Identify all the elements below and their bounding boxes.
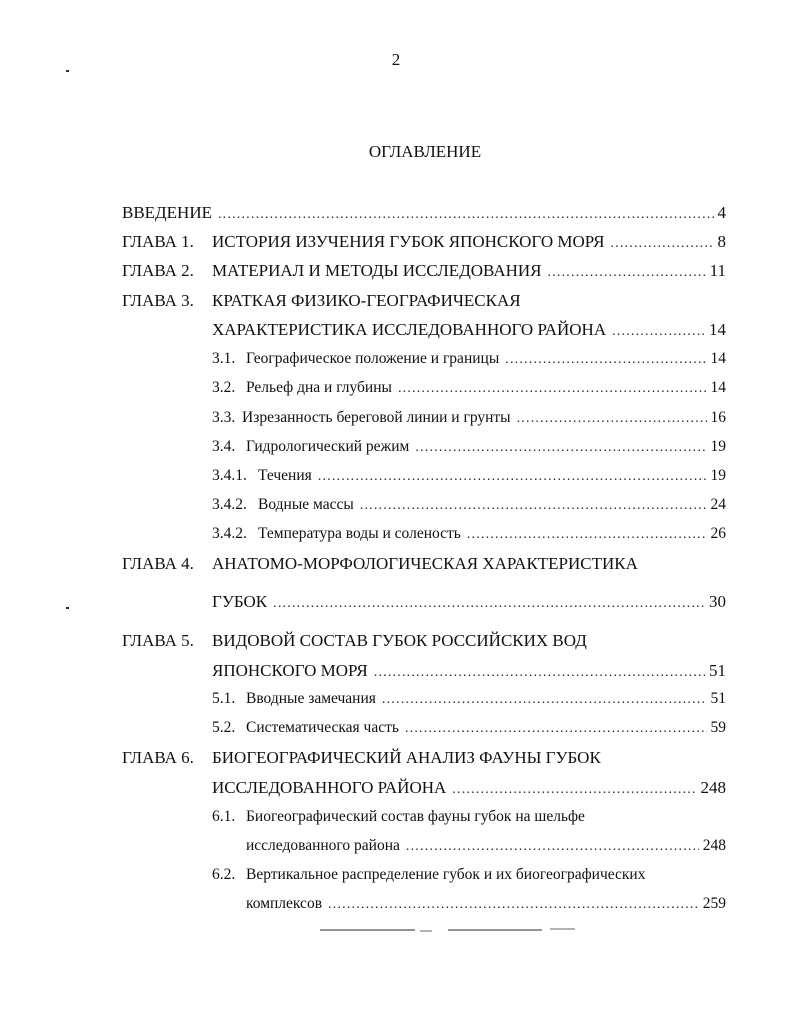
chapter-number: ГЛАВА 3. [122, 291, 194, 310]
chapter-number: ГЛАВА 6. [122, 748, 194, 767]
leader-dots [318, 469, 707, 485]
toc-entry-chapter-4-line1[interactable] [122, 554, 638, 574]
chapter-number: ГЛАВА 2. [122, 261, 194, 280]
toc-entry-intro[interactable] [122, 203, 726, 223]
section-number: 3.4.2. [212, 525, 247, 542]
toc-entry-title: БИОГЕОГРАФИЧЕСКИЙ АНАЛИЗ ФАУНЫ ГУБОК [212, 748, 601, 767]
leader-dots [374, 665, 705, 681]
page-number: 2 [391, 50, 401, 69]
toc-entry-section-6-2-line2[interactable] [246, 895, 726, 913]
toc-entry-section-3-1[interactable] [212, 350, 726, 368]
section-number: 6.2. [212, 866, 236, 883]
toc-entry-title: ВИДОВОЙ СОСТАВ ГУБОК РОССИЙСКИХ ВОД [212, 631, 587, 650]
toc-entry-section-3-4-1[interactable] [212, 467, 726, 485]
toc-entry-page: 14 [709, 320, 726, 339]
toc-entry-title: Гидрологический режим [246, 438, 410, 455]
toc-entry-title: Систематическая часть [246, 719, 399, 736]
toc-entry-page: 19 [710, 467, 726, 484]
chapter-number: ГЛАВА 4. [122, 554, 194, 573]
toc-entry-title: ИСТОРИЯ ИЗУЧЕНИЯ ГУБОК ЯПОНСКОГО МОРЯ [212, 232, 605, 251]
toc-entry-page: 24 [710, 496, 726, 513]
section-number: 3.1. [212, 350, 236, 367]
toc-entry-title: Температура воды и соленость [258, 525, 461, 542]
toc-entry-title: Водные массы [258, 496, 354, 513]
toc-entry-title: Изрезанность береговой линии и грунты [242, 409, 511, 426]
leader-dots [415, 440, 706, 456]
toc-entry-title: ХАРАКТЕРИСТИКА ИССЛЕДОВАННОГО РАЙОНА [212, 320, 607, 339]
toc-entry-title: Течения [258, 467, 312, 484]
leader-dots [467, 527, 707, 543]
leader-dots [273, 596, 705, 612]
toc-entry-title: Рельеф дна и глубины [246, 379, 392, 396]
toc-entry-title: ИССЛЕДОВАННОГО РАЙОНА [212, 778, 447, 797]
toc-entry-title: исследованного района [246, 837, 400, 854]
toc-entry-page: 26 [710, 525, 726, 542]
toc-entry-section-6-2-line1[interactable] [212, 866, 645, 884]
toc-entry-title: ЯПОНСКОГО МОРЯ [212, 661, 368, 680]
toc-entry-title: ГУБОК [212, 592, 268, 611]
toc-entry-chapter-3-line1[interactable] [122, 291, 521, 311]
leader-dots [610, 236, 713, 252]
section-number: 6.1. [212, 808, 236, 825]
toc-entry-page: 16 [710, 409, 726, 426]
toc-entry-page: 8 [717, 232, 726, 251]
toc-entry-chapter-5-line2[interactable] [212, 661, 726, 681]
leader-dots [406, 839, 699, 855]
toc-entry-title: Вводные замечания [246, 690, 376, 707]
toc-entry-page: 14 [710, 350, 726, 367]
toc-entry-section-3-2[interactable] [212, 379, 726, 397]
toc-entry-page: 51 [710, 690, 726, 707]
toc-entry-page: 4 [717, 203, 726, 222]
leader-dots [505, 352, 706, 368]
leader-dots [360, 498, 707, 514]
toc-entry-page: 14 [710, 379, 726, 396]
section-number: 3.4.2. [212, 496, 247, 513]
toc-entry-page: 248 [702, 837, 726, 854]
toc-entry-chapter-3-line2[interactable] [212, 320, 726, 340]
toc-entry-chapter-4-line2[interactable] [212, 592, 726, 612]
toc-entry-title: МАТЕРИАЛ И МЕТОДЫ ИССЛЕДОВАНИЯ [212, 261, 542, 280]
leader-dots [548, 265, 706, 281]
toc-entry-title: КРАТКАЯ ФИЗИКО-ГЕОГРАФИЧЕСКАЯ [212, 291, 521, 310]
section-number: 3.3. [212, 409, 236, 426]
toc-entry-chapter-6-line1[interactable] [122, 748, 601, 768]
leader-dots [398, 381, 707, 397]
section-number: 5.2. [212, 719, 236, 736]
toc-entry-page: 248 [700, 778, 726, 797]
toc-entry-title: комплексов [246, 895, 323, 912]
leader-dots [452, 782, 696, 798]
toc-entry-section-6-1-line1[interactable] [212, 808, 585, 826]
section-number: 3.2. [212, 379, 236, 396]
toc-entry-page: 51 [709, 661, 726, 680]
toc-entry-page: 19 [710, 438, 726, 455]
toc-entry-chapter-2[interactable] [122, 261, 726, 281]
leader-dots [405, 721, 707, 737]
toc-entry-title: Вертикальное распределение губок и их биогеографических [246, 866, 646, 883]
toc-entry-title: АНАТОМО-МОРФОЛОГИЧЕСКАЯ ХАРАКТЕРИСТИКА [212, 554, 638, 573]
scan-artifact-line [320, 926, 580, 934]
leader-dots [517, 411, 707, 427]
toc-entry-section-3-4-2-water-masses[interactable] [212, 496, 726, 514]
toc-entry-chapter-5-line1[interactable] [122, 631, 587, 651]
scan-speck [66, 70, 69, 72]
section-number: 3.4. [212, 438, 236, 455]
toc-entry-section-3-4-2-temperature[interactable] [212, 525, 726, 543]
toc-title: ОГЛАВЛЕНИЕ [368, 142, 482, 161]
toc-entry-page: 11 [709, 261, 726, 280]
toc-entry-title: Географическое положение и границы [246, 350, 500, 367]
toc-entry-page: 30 [709, 592, 726, 611]
chapter-number: ГЛАВА 1. [122, 232, 194, 251]
toc-entry-page: 59 [710, 719, 726, 736]
toc-entry-section-3-3[interactable] [212, 409, 726, 427]
toc-entry-chapter-1[interactable] [122, 232, 726, 252]
toc-entry-section-6-1-line2[interactable] [246, 837, 726, 855]
section-number: 3.4.1. [212, 467, 247, 484]
leader-dots [328, 897, 699, 913]
toc-entry-section-5-1[interactable] [212, 690, 726, 708]
toc-entry-page: 259 [702, 895, 726, 912]
toc-entry-chapter-6-line2[interactable] [212, 778, 726, 798]
leader-dots [612, 324, 705, 340]
chapter-number: ГЛАВА 5. [122, 631, 194, 650]
scan-speck [66, 607, 69, 609]
leader-dots [382, 692, 707, 708]
toc-entry-section-3-4[interactable] [212, 438, 726, 456]
section-number: 5.1. [212, 690, 236, 707]
toc-entry-title: ВВЕДЕНИЕ [122, 203, 212, 222]
leader-dots [218, 207, 714, 223]
toc-entry-section-5-2[interactable] [212, 719, 726, 737]
toc-entry-title: Биогеографический состав фауны губок на шельфе [246, 808, 585, 825]
